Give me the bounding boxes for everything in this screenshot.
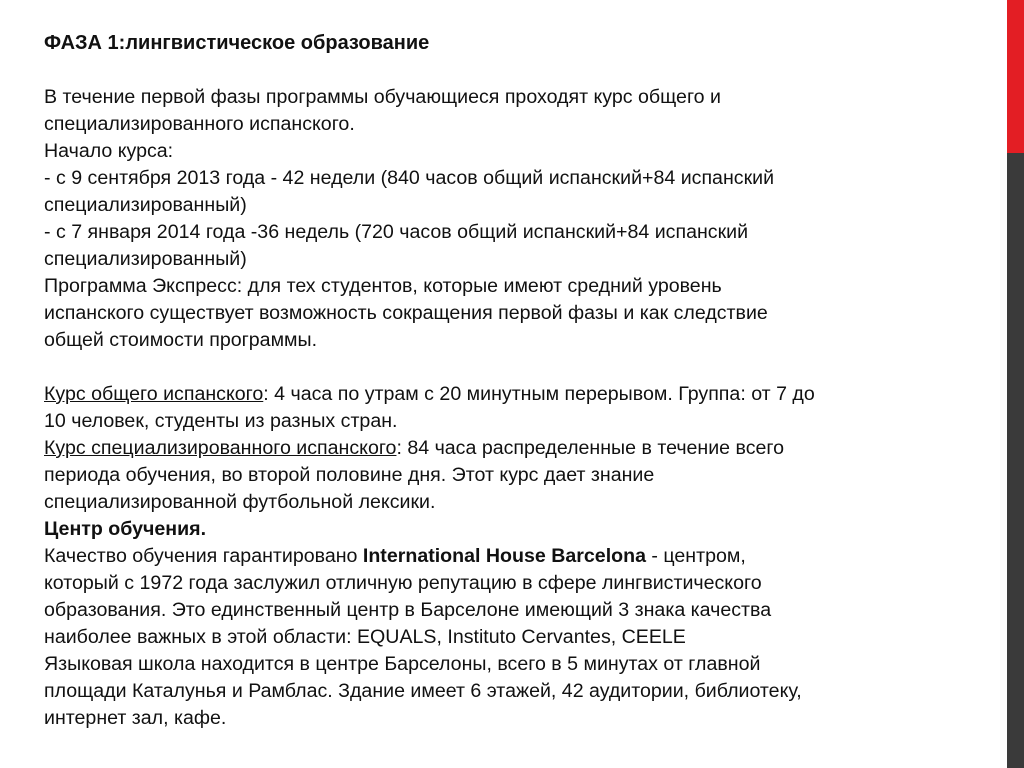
- phase-intro: [44, 84, 964, 354]
- special-course-text: : 84 часа распределенные в течение всего: [396, 437, 785, 459]
- express-program-line: общей стоимости программы.: [44, 329, 318, 351]
- learning-center-line: который с 1972 года заслужил отличную репутацию в сфере лингвистического: [44, 572, 762, 594]
- learning-center: [44, 516, 964, 732]
- learning-center-line: образования. Это единственный центр в Барселоне имеющий 3 знака качества: [44, 599, 772, 621]
- general-course-text: : 4 часа по утрам с 20 минутным перерывом. Группа: от 7 до: [263, 383, 815, 405]
- general-course: [44, 381, 964, 435]
- paragraph-gap: [44, 354, 964, 381]
- special-course-line: [44, 435, 964, 462]
- location-line: площади Каталунья и Рамблас. Здание имеет 6 этажей, 42 аудитории, библиотеку,: [44, 680, 802, 702]
- slide-title: ФАЗА 1:лингвистическое образование: [44, 32, 430, 54]
- general-course-line: [44, 381, 964, 408]
- slide-content: [44, 30, 964, 732]
- start-option-september: - с 9 сентября 2013 года - 42 недели (840 часов общий испанский+84 испанский: [44, 167, 775, 189]
- special-course-line: периода обучения, во второй половине дня. Этот курс дает знание: [44, 464, 655, 486]
- special-course: [44, 435, 964, 516]
- center-quality-prefix: Качество обучения гарантировано: [44, 545, 363, 567]
- center-quality-suffix: - центром,: [645, 545, 746, 567]
- intro-line: В течение первой фазы программы обучающиеся проходят курс общего и: [44, 86, 721, 108]
- start-option-september-cont: специализированный): [44, 194, 247, 216]
- special-course-line: специализированной футбольной лексики.: [44, 491, 436, 513]
- express-program-line: Программа Экспресс: для тех студентов, которые имеют средний уровень: [44, 275, 722, 297]
- learning-center-line: [44, 543, 964, 570]
- location-line: интернет зал, кафе.: [44, 707, 227, 729]
- intro-line: специализированного испанского.: [44, 113, 355, 135]
- start-option-january-cont: специализированный): [44, 248, 247, 270]
- school-name: International House Barcelona: [362, 545, 646, 567]
- location-line: Языковая школа находится в центре Барселоны, всего в 5 минутах от главной: [44, 653, 761, 675]
- side-bar-accent: [1007, 0, 1024, 153]
- special-course-label: Курс специализированного испанского: [44, 437, 397, 459]
- general-course-line: 10 человек, студенты из разных стран.: [44, 410, 398, 432]
- quality-marks-line: наиболее важных в этой области: EQUALS, Instituto Cervantes, CEELE: [44, 626, 686, 648]
- course-start-label: Начало курса:: [44, 140, 174, 162]
- learning-center-heading: Центр обучения.: [44, 518, 207, 540]
- express-program-line: испанского существует возможность сокращения первой фазы и как следствие: [44, 302, 768, 324]
- general-course-label: Курс общего испанского: [44, 383, 264, 405]
- start-option-january: - с 7 января 2014 года -36 недель (720 часов общий испанский+84 испанский: [44, 221, 749, 243]
